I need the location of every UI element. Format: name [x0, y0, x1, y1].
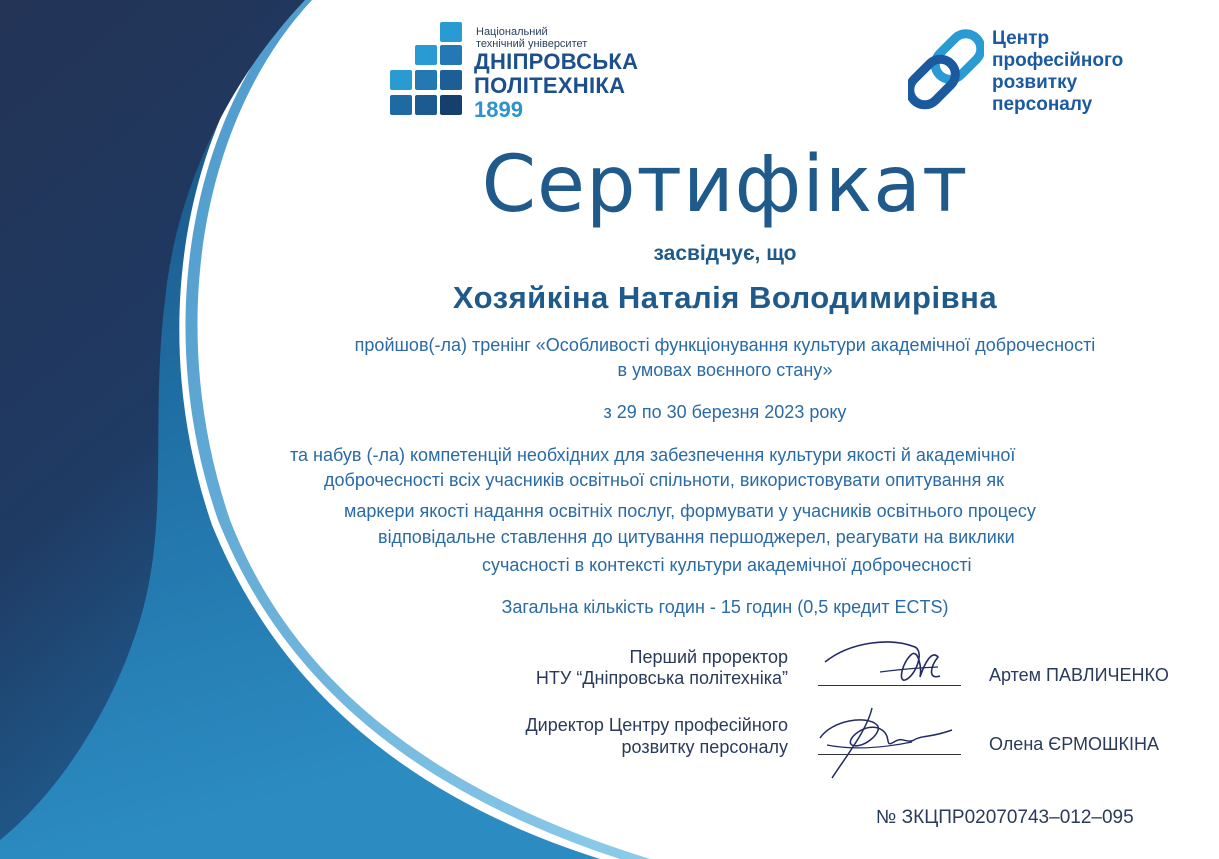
university-year: 1899 — [474, 97, 523, 122]
signatory1-position-line1: Перший проректор — [629, 647, 788, 667]
university-small-line1: Національний — [476, 26, 548, 38]
certifies-text: засвідчує, що — [653, 242, 797, 265]
signatory1-name: Артем ПАВЛИЧЕНКО — [989, 665, 1169, 685]
competence-line5: сучасності в контексті культури академічної доброчесності — [482, 555, 972, 575]
signatory1-position-line2: НТУ “Дніпровська політехніка” — [535, 668, 788, 688]
signatory2-position-line1: Директор Центру професійного — [525, 715, 788, 735]
training-line1: пройшов(-ла) тренінг «Особливості функціонування культури академічної доброчесності — [354, 335, 1096, 355]
training-line2: в умовах воєнного стану» — [617, 360, 833, 380]
competence-line1: та набув (-ла) компетенцій необхідних для забезпечення культури якості й академічної — [290, 445, 1016, 465]
center-name-line4: персоналу — [992, 94, 1093, 115]
signature1-image — [820, 632, 950, 688]
university-name-line1: ДНІПРОВСЬКА — [474, 49, 639, 74]
competence-line4: відповідальне ставлення до цитування першоджерел, реагувати на виклики — [378, 527, 1015, 547]
signatory2-position-line2: розвитку персоналу — [621, 737, 788, 757]
chain-link-logo-icon — [908, 22, 984, 118]
university-logo-squares-icon — [388, 20, 468, 124]
serial-number: № ЗКЦПР02070743–012–095 — [876, 807, 1134, 828]
signature2-image — [812, 700, 957, 782]
training-dates: з 29 по 30 березня 2023 року — [603, 402, 847, 422]
recipient-name: Хозяйкіна Наталія Володимирівна — [452, 280, 998, 315]
university-name-line2: ПОЛІТЕХНІКА — [474, 73, 626, 98]
center-name-line2: професійного — [992, 50, 1124, 71]
center-name-line3: розвитку — [992, 72, 1078, 93]
signatory2-name: Олена ЄРМОШКІНА — [989, 734, 1159, 754]
competence-line3: маркери якості надання освітніх послуг, формувати у учасників освітнього процесу — [344, 501, 1036, 521]
competence-line2: доброчесності всіх учасників освітньої спільноти, використовувати опитування як — [324, 470, 1004, 490]
university-small-line2: технічний університет — [476, 38, 588, 50]
total-hours: Загальна кількість годин - 15 годин (0,5 кредит ECTS) — [501, 597, 949, 617]
center-name-line1: Центр — [992, 28, 1050, 49]
certificate-title: Сертифікат — [481, 140, 969, 230]
